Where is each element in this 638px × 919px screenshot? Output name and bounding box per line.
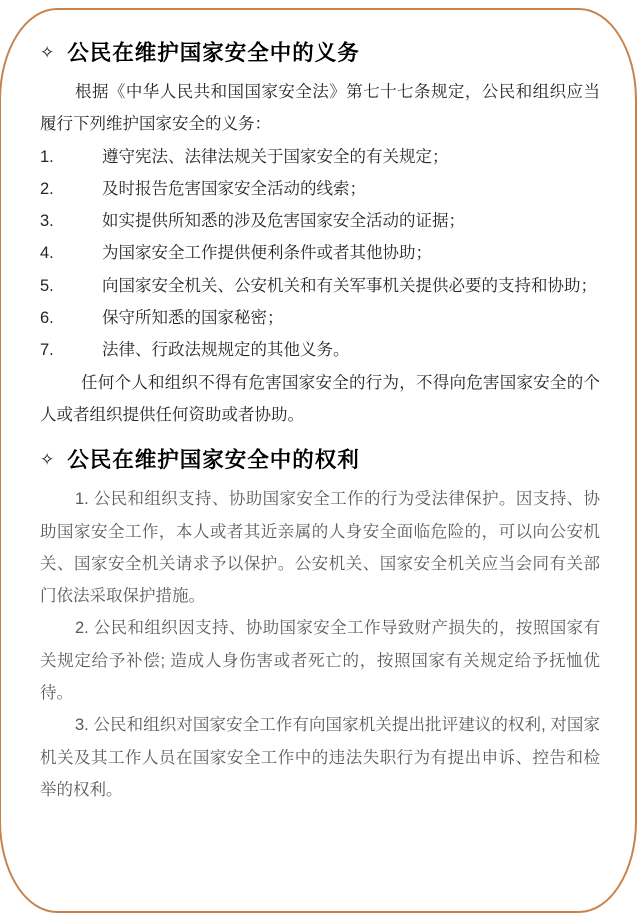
duties-list <box>40 141 600 367</box>
duties-closing-paragraph: 任何个人和组织不得有危害国家安全的行为，不得向危害国家安全的个人或者组织提供任何资助或者协助。 <box>40 373 600 424</box>
list-item-number: 4. <box>40 244 54 263</box>
duties-intro-paragraph: 根据《中华人民共和国国家安全法》第七十七条规定，公民和组织应当履行下列维护国家安全的义务： <box>40 83 600 134</box>
list-item-text: 法律、行政法规规定的其他义务。 <box>102 341 350 360</box>
list-item-number: 5. <box>40 276 54 295</box>
four-pointed-star-icon: ✧ <box>40 43 55 62</box>
rights-paragraph-3: 3. 公民和组织对国家安全工作有向国家机关提出批评建议的权利, 对国家机关及其工作人员在国家安全工作中的违法失职行为有提出申诉、控告和检举的权利。 <box>40 716 600 799</box>
list-item <box>40 173 600 205</box>
list-item-text: 向国家安全机关、公安机关和有关军事机关提供必要的支持和协助； <box>102 276 597 295</box>
duties-title: 公民在维护国家安全中的义务 <box>67 41 360 65</box>
rights-title: 公民在维护国家安全中的权利 <box>67 448 360 473</box>
list-item-text: 保守所知悉的国家秘密； <box>102 309 284 328</box>
section-duties <box>40 38 600 431</box>
rights-paragraph-1: 1. 公民和组织支持、协助国家安全工作的行为受法律保护。因支持、协助国家安全工作，本人或者其近亲属的人身安全面临危险的，可以向公安机关、国家安全机关请求予以保护。公安机关、国家安全机关应当会同有关部门依法采取保护措施。 <box>40 490 600 606</box>
list-item-number: 7. <box>40 341 54 360</box>
list-item <box>40 270 600 302</box>
list-item-number: 3. <box>40 212 54 231</box>
list-item <box>40 334 600 366</box>
list-item-text: 如实提供所知悉的涉及危害国家安全活动的证据； <box>102 212 465 231</box>
four-pointed-star-icon: ✧ <box>40 450 55 470</box>
list-item <box>40 141 600 173</box>
list-item-number: 1. <box>40 147 54 166</box>
duties-heading <box>40 38 600 68</box>
rights-paragraph-2: 2. 公民和组织因支持、协助国家安全工作导致财产损失的，按照国家有关规定给予补偿; 造成人身伤害或者死亡的，按照国家有关规定给予抚恤优待。 <box>40 619 600 703</box>
list-item-text: 为国家安全工作提供便利条件或者其他协助； <box>102 244 432 263</box>
rights-heading <box>40 445 600 475</box>
list-item <box>40 237 600 269</box>
list-item <box>40 302 600 334</box>
list-item-number: 2. <box>40 179 54 198</box>
list-item-text: 及时报告危害国家安全活动的线索； <box>102 179 366 198</box>
list-item-number: 6. <box>40 309 54 328</box>
list-item-text: 遵守宪法、法律法规关于国家安全的有关规定； <box>102 147 449 166</box>
section-rights <box>40 445 600 806</box>
list-item <box>40 205 600 237</box>
